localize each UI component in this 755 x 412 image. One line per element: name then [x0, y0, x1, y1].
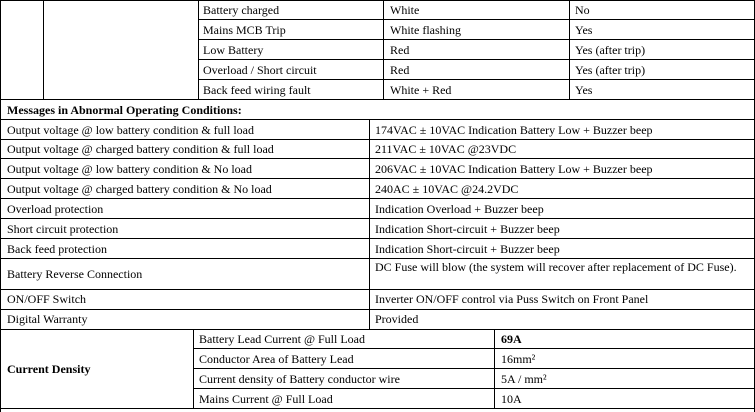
spec-value: Provided — [375, 312, 419, 326]
section-heading: Messages in Abnormal Operating Conditions: — [7, 103, 242, 117]
spec-label: Output voltage @ low battery condition & No load — [7, 162, 253, 176]
current-density-heading: Current Density — [7, 362, 91, 376]
rule — [0, 258, 755, 259]
current-density-value: 5A / mm² — [501, 372, 547, 386]
rule — [0, 218, 755, 219]
status-buzzer: Yes — [575, 83, 593, 97]
rule — [193, 388, 755, 389]
rule — [0, 238, 755, 239]
status-led: Red — [390, 43, 410, 57]
spec-label: Battery Reverse Connection — [7, 267, 143, 281]
spec-value: 211VAC ± 10VAC @23VDC — [375, 142, 517, 156]
status-led: White flashing — [390, 23, 461, 37]
spec-label: Output voltage @ charged battery condition & No load — [7, 182, 272, 196]
rule — [198, 0, 199, 99]
status-buzzer: No — [575, 3, 590, 17]
spec-label: Overload protection — [7, 202, 104, 216]
status-buzzer: Yes (after trip) — [575, 43, 646, 57]
rule — [0, 0, 1, 412]
status-condition: Overload / Short circuit — [203, 63, 317, 77]
current-density-value: 10A — [501, 392, 522, 406]
spec-label: Output voltage @ charged battery condition & full load — [7, 142, 274, 156]
rule — [0, 309, 755, 310]
spec-label: ON/OFF Switch — [7, 292, 87, 306]
rule — [0, 119, 755, 120]
spec-label: Output voltage @ low battery condition & full load — [7, 123, 255, 137]
rule — [383, 0, 384, 99]
current-density-value: 69A — [501, 332, 522, 346]
status-condition: Mains MCB Trip — [203, 23, 286, 37]
rule — [43, 0, 44, 99]
rule — [0, 99, 755, 100]
rule — [0, 158, 755, 159]
rule — [193, 348, 755, 349]
spec-label: Back feed protection — [7, 242, 107, 256]
status-condition: Low Battery — [203, 43, 264, 57]
rule — [0, 139, 755, 140]
spec-value: Indication Short-circuit + Buzzer beep — [375, 222, 560, 236]
rule — [0, 289, 755, 290]
status-buzzer: Yes (after trip) — [575, 63, 646, 77]
status-condition: Battery charged — [203, 3, 280, 17]
rule — [198, 79, 755, 80]
status-led: Red — [390, 63, 410, 77]
spec-value: Indication Short-circuit + Buzzer beep — [375, 242, 560, 256]
rule — [198, 59, 755, 60]
rule — [0, 408, 755, 409]
current-density-label: Conductor Area of Battery Lead — [199, 352, 354, 366]
status-led: White — [390, 3, 420, 17]
rule — [193, 368, 755, 369]
rule — [494, 329, 495, 409]
spec-value: Inverter ON/OFF control via Puss Switch on Front Panel — [375, 292, 649, 306]
rule — [0, 198, 755, 199]
rule — [0, 178, 755, 179]
current-density-label: Battery Lead Current @ Full Load — [199, 332, 366, 346]
rule — [369, 119, 370, 329]
status-buzzer: Yes — [575, 23, 593, 37]
status-condition: Back feed wiring fault — [203, 83, 311, 97]
current-density-label: Mains Current @ Full Load — [199, 392, 333, 406]
current-density-value: 16mm² — [501, 352, 536, 366]
status-led: White + Red — [390, 83, 452, 97]
spec-value: 240AC ± 10VAC @24.2VDC — [375, 182, 519, 196]
spec-value: 174VAC ± 10VAC Indication Battery Low + Buzzer beep — [375, 123, 653, 137]
spec-label: Short circuit protection — [7, 222, 119, 236]
spec-value: 206VAC ± 10VAC Indication Battery Low + Buzzer beep — [375, 162, 653, 176]
rule — [569, 0, 570, 99]
spec-label: Digital Warranty — [7, 312, 88, 326]
rule — [198, 39, 755, 40]
rule — [0, 329, 755, 330]
current-density-label: Current density of Battery conductor wire — [199, 372, 400, 386]
rule — [193, 329, 194, 409]
rule — [0, 0, 755, 1]
spec-value: DC Fuse will blow (the system will recover after replacement of DC Fuse). — [375, 260, 737, 274]
spec-value: Indication Overload + Buzzer beep — [375, 202, 544, 216]
rule — [198, 19, 755, 20]
